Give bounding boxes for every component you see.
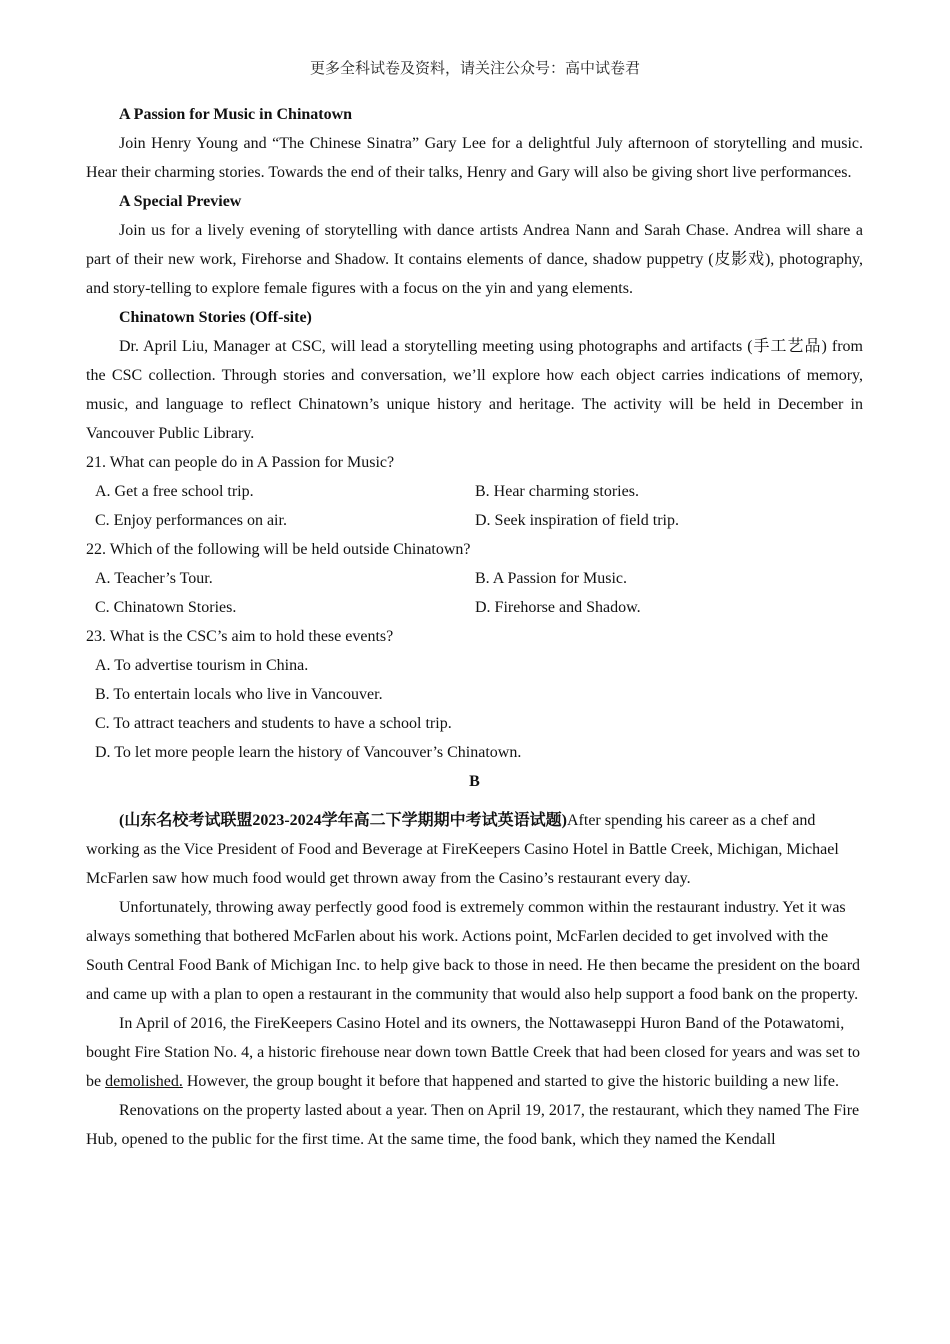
question-22-option-c: C. Chinatown Stories. [95,599,237,616]
question-23-option-b: B. To entertain locals who live in Vancouver. [95,686,383,703]
question-23-stem: 23. What is the CSC’s aim to hold these events? [86,628,394,645]
section-b-paragraph-1-text: After spending his career as a chef and working as the Vice President of Food and Beverage at FireKeepers Casino Hotel in Battle Creek, Michigan, Michael McFarlen saw how much food would get thrown away from the Casino’s restaurant every day. [86,812,839,887]
document-body [86,100,863,1154]
question-21-option-b: B. Hear charming stories. [475,483,639,500]
event2-title: A Special Preview [119,193,242,210]
event3-title: Chinatown Stories (Off-site) [119,309,312,326]
section-b-source: (山东名校考试联盟2023-2024学年高二下学期期中考试英语试题) [119,812,567,829]
section-b-paragraph-3 [86,1009,863,1096]
question-22-option-a: A. Teacher’s Tour. [95,570,213,587]
section-b-paragraph-1 [86,806,863,893]
question-23-option-d: D. To let more people learn the history of Vancouver’s Chinatown. [95,744,522,761]
question-22-stem: 22. Which of the following will be held outside Chinatown? [86,541,471,558]
page-header: 更多全科试卷及资料，请关注公众号：高中试卷君 [309,59,640,77]
question-23-option-c: C. To attract teachers and students to have a school trip. [95,715,452,732]
question-21-option-d: D. Seek inspiration of field trip. [475,512,679,529]
event1-title: A Passion for Music in Chinatown [119,106,353,123]
section-b-passage [86,806,863,1154]
question-21-options-row2 [86,506,863,535]
question-22-option-b: B. A Passion for Music. [475,570,628,587]
section-b-paragraph-2: Unfortunately, throwing away perfectly good food is extremely common within the restaurant industry. Yet it was always something that bothered McFarlen about his work. Actions point, McFarlen decided to get involved with the South Central Food Bank of Michigan Inc. to help give back to those in need. He then became the president on the board and came up with a plan to open a restaurant in the community that would also help support a food bank on the property. [86,899,861,1003]
question-21-option-c: C. Enjoy performances on air. [95,512,287,529]
section-b-paragraph-4: Renovations on the property lasted about a year. Then on April 19, 2017, the restaurant, which they named The Fire Hub, opened to the public for the first time. At the same time, the food bank, which they named the Kendall [86,1102,860,1148]
event2-text: Join us for a lively evening of storytelling with dance artists Andrea Nann and Sarah Chase. Andrea will share a part of their new work, Firehorse and Shadow. It contains elements of dance, shadow puppetry (皮影戏), photography, and story-telling to explore female figures with a focus on the yin and yang elements. [86,222,863,297]
event3-text: Dr. April Liu, Manager at CSC, will lead a storytelling meeting using photographs and artifacts (手工艺品) from the CSC collection. Through stories and conversation, we’ll explore how each object carries indications of memory, music, and language to reflect Chinatown’s unique history and heritage. The activity will be held in December in Vancouver Public Library. [86,338,863,442]
question-22-options-row1 [86,564,863,593]
section-b-label: B [469,773,480,790]
event1-text: Join Henry Young and “The Chinese Sinatra” Gary Lee for a delightful July afternoon of storytelling and music. Hear their charming stories. Towards the end of their talks, Henry and Gary will also be giving short live performances. [86,135,863,181]
question-21-stem: 21. What can people do in A Passion for Music? [86,454,395,471]
question-22-options-row2 [86,593,863,622]
question-23-option-a: A. To advertise tourism in China. [95,657,309,674]
section-b-paragraph-3-start: In April of 2016, the FireKeepers Casino Hotel and its owners, the Nottawaseppi Huron Band of the Potawatomi, bought Fire Station No. 4, a historic firehouse near down town Battle Creek that had been closed for years and was set to be [86,1015,861,1090]
question-22-option-d: D. Firehorse and Shadow. [475,599,641,616]
section-b-paragraph-3-end: However, the group bought it before that happened and started to give the historic building a new life. [182,1073,839,1090]
question-21-options-row1 [86,477,863,506]
question-21-option-a: A. Get a free school trip. [95,483,254,500]
underlined-word: demolished. [105,1073,183,1090]
